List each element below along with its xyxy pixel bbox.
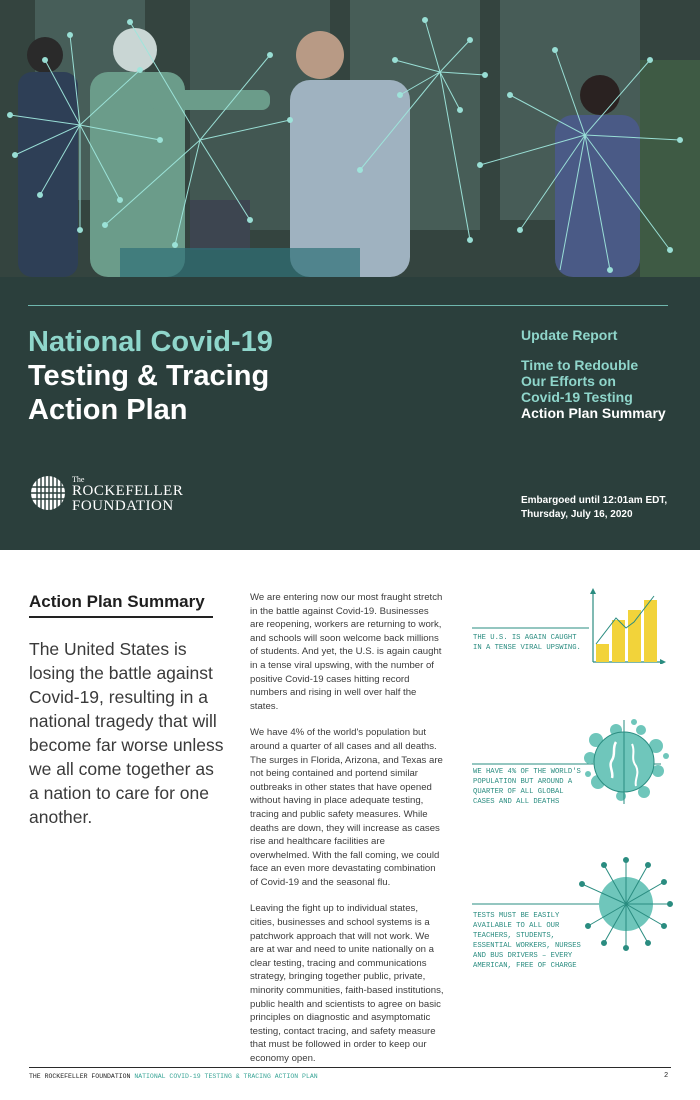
logo-name-2: FOUNDATION [72, 498, 174, 514]
callout-tests: TESTS MUST BE EASILY AVAILABLE TO ALL OUR TEACHERS, STUDENTS, ESSENTIAL WORKERS, NURSES AND BUS DRIVERS – EVERY AMERICAN, FREE OF CHARGE [473, 912, 581, 970]
footer-doc-title: NATIONAL COVID-19 TESTING & TRACING ACTION PLAN [134, 1073, 318, 1080]
footer-rule [29, 1067, 671, 1068]
body-paragraph-3: Leaving the fight up to individual states, cities, businesses and school systems is a patchwork approach that will not work. We are at war and need to unite nationally on a clear testing, tracing and communications strategy, bringing together public, private, minority communities, faith-based institutions, public health and scientists to agree on basic principles on diagnostic and asymptomatic testing, contact tracing, and safety measure that must be followed in order to keep our economy open. [250, 903, 444, 1064]
update-sub-1: Time to Redouble [521, 357, 639, 373]
rockefeller-logo [30, 475, 230, 517]
update-sub-3: Covid-19 Testing [521, 389, 633, 405]
body-paragraph-2: We have 4% of the world's population but around a quarter of all cases and all deaths. The surges in Florida, Arizona, and Texas are not being contained and portend similar outbreaks in other states that have opened without having in place adequate testing, tracing and public safety measures. While deaths are down, they will increase as cases rise and healthcare facilities are overwhelmed. With the fall coming, we could face an even more devastating combination of Covid-19 and the seasonal flu. [250, 727, 443, 888]
callout-population: WE HAVE 4% OF THE WORLD'S POPULATION BUT AROUND A QUARTER OF ALL GLOBAL CASES AND ALL DEATHS [473, 768, 581, 806]
embargo-line-1: Embargoed until 12:01am EDT, [521, 495, 668, 506]
embargo-notice [521, 494, 696, 522]
globe-logo-icon [30, 475, 66, 511]
hero-photo [0, 0, 700, 277]
embargo-line-2: Thursday, July 16, 2020 [521, 509, 633, 520]
body-text [250, 591, 445, 1079]
lead-paragraph: The United States is losing the battle against Covid-19, resulting in a national tragedy that will become far worse unless we all come together as a nation to care for one another. [29, 639, 224, 827]
logo-the: The [72, 475, 85, 484]
footer [29, 1073, 318, 1080]
section-title-rule [29, 616, 213, 618]
update-sub-2: Our Efforts on [521, 373, 616, 389]
logo-name-1: ROCKEFELLER [72, 483, 184, 499]
update-summary: Action Plan Summary [521, 405, 666, 421]
hero-illustration [0, 0, 700, 277]
report-title [28, 325, 388, 427]
page-number: 2 [664, 1072, 669, 1080]
title-line-3: Action Plan [28, 394, 188, 426]
band-divider [28, 305, 668, 306]
update-heading: Update Report [521, 327, 618, 343]
update-report-block [521, 327, 691, 421]
body-paragraph-1: We are entering now our most fraught stretch in the battle against Covid-19. Businesses are reopening, workers are returning to work, and schools will soon welcome back millions of students. And yet, the U.S. is again caught in a tense viral upswing, with the number of positive Covid-19 cases hitting record numbers and rising in well over half the states. [250, 592, 443, 712]
title-line-2: Testing & Tracing [28, 360, 270, 392]
section-title: Action Plan Summary [29, 592, 205, 611]
logo-wordmark [72, 475, 183, 514]
title-line-1: National Covid-19 [28, 326, 273, 358]
callout-upswing: THE U.S. IS AGAIN CAUGHT IN A TENSE VIRAL UPSWING. [473, 634, 581, 652]
title-band [0, 277, 700, 550]
footer-org: THE ROCKEFELLER FOUNDATION [29, 1073, 131, 1080]
